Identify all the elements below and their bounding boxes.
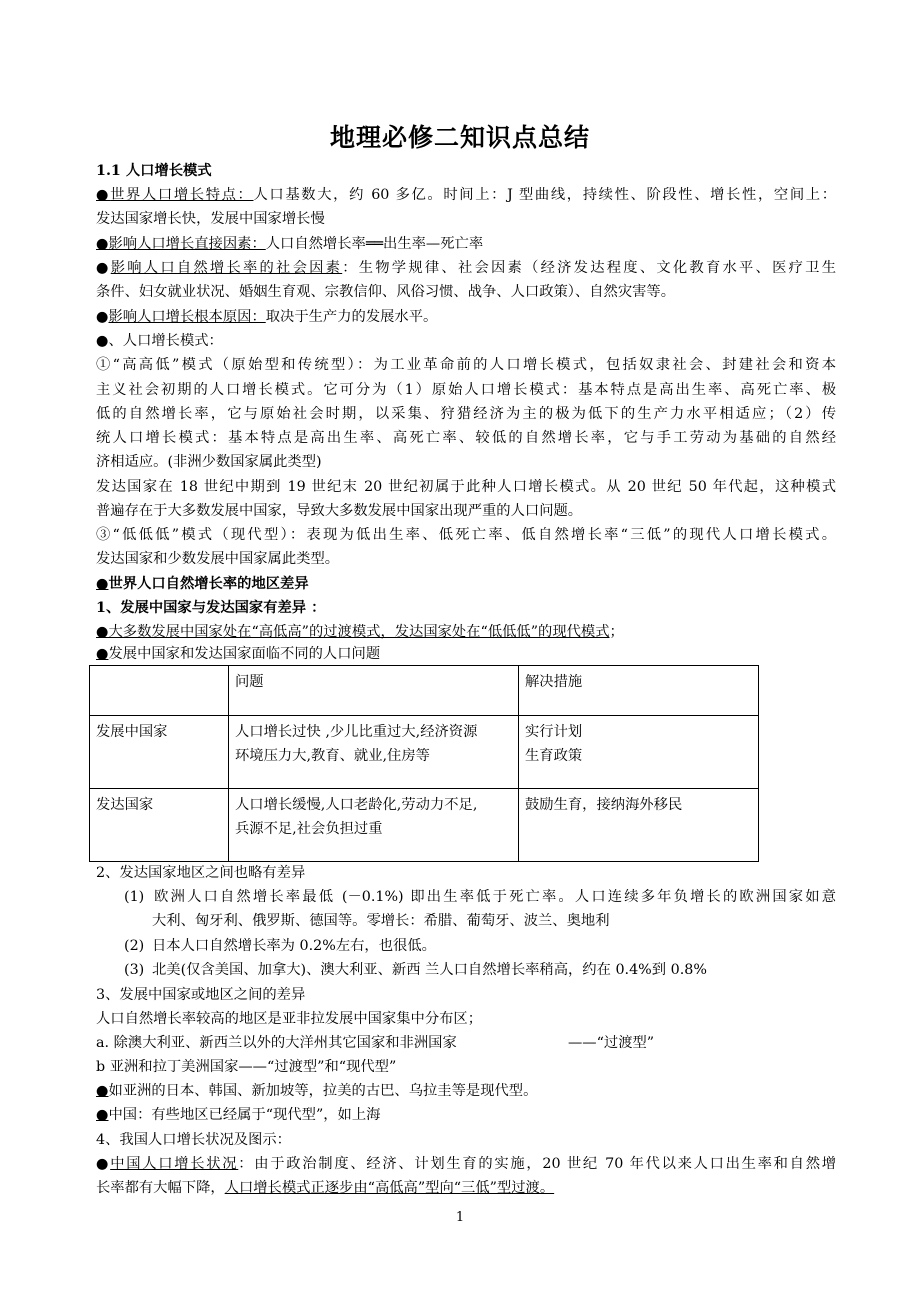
paragraph-text: 中国：有些地区已经属于“现代型”，如上海 [108,1107,381,1123]
table-cell-country-type: 发展中国家 [90,716,229,789]
paragraph-line: 条件、妇女就业状况、婚姻生育观、宗教信仰、风俗习惯、战争、人口政策）、自然灾害等。 [96,284,676,300]
cell-line: 人口增长过快 ,少儿比重过大,经济资源 [235,724,478,740]
bullet: ● [96,309,109,325]
subheading-developing-differences: 3、发展中国家或地区之间的差异 [96,987,306,1003]
subheading-text: 世界人口自然增长率的地区差异 [108,576,309,592]
term-heading: 影响人口增长根本原因： [108,309,266,325]
paragraph-line: 发达国家增长快，发展中国家增长慢 [96,211,325,227]
bullet: ● [96,1156,111,1172]
list-item [124,935,836,957]
subheading-developing-vs-developed: 1、发展中国家与发达国家有差异 ： [96,600,326,616]
table-header-cell: 解决措施 [519,666,759,716]
paragraph-text: 发展中国家和发达国家面临不同的人口问题 [108,646,381,662]
paragraph-line: 统人口增长模式：基本特点是高出生率、高死亡率、较低的自然增长率，它与手工劳动为基础的自然经 [96,430,836,446]
list-number: (3) [124,962,145,978]
paragraph-line [96,1032,836,1054]
section-heading: 1.1 人口增长模式 [96,163,212,179]
paragraph-tail: ——“过渡型” [568,1035,655,1051]
paragraph-line: 人口自然增长率较高的地区是亚非拉发展中国家集中分布区； [96,1011,483,1027]
list-item [124,959,836,981]
table-row [90,789,759,862]
bullet: ● [96,187,111,203]
term-heading: 世界人口增长特点： [110,187,254,203]
paragraph-text: 取决于生产力的发展水平。 [265,309,438,325]
list-item-continuation: 大利、匈牙利、俄罗斯、德国等。零增长：希腊、葡萄牙、波兰、奥地利 [152,913,610,929]
bullet: ● [96,1083,109,1099]
subheading-developed-differences: 2、发达国家地区之间也略有差异 [96,865,306,881]
bullet: ● [96,624,109,640]
term-heading: 中国人口增长状况 [110,1156,239,1172]
bullet: ● [96,576,109,592]
paragraph-population-features [96,184,836,206]
paragraph-text: 长率都有大幅下降， [96,1180,225,1196]
paragraph-social-factors [96,257,836,279]
list-item [124,886,836,908]
paragraph-transition-modes [96,621,836,643]
list-number: (1) [124,889,145,905]
list-number: (2) [124,938,145,954]
paragraph-line: 济相适应。(非洲少数国家属此类型) [96,454,322,470]
paragraph-text: ：由于政治制度、经济、计划生育的实施，20 世纪 70 年代以来人口出生率和自然增 [238,1156,836,1172]
bullet: ● [96,1107,109,1123]
table-header-row [90,666,759,716]
paragraph-direct-factors [96,233,836,255]
paragraph-line: 低的自然增长率，它与原始社会时期，以采集、狩猎经济为主的极为低下的生产力水平相适应；（2）传 [96,406,836,422]
bullet: ● [96,260,111,276]
cell-line: 实行计划 [525,724,583,740]
paragraph-population-problems [96,643,836,665]
paragraph-china-regions [96,1104,836,1126]
paragraph-text: ：生物学规律、社会因素（经济发达程度、文化教育水平、医疗卫生 [342,260,836,276]
paragraph-line: 发达国家和少数发展中国家属此类型。 [96,551,340,567]
table-cell-measure [519,716,759,789]
bullet: ● [96,236,109,252]
term-heading: 影响人口自然增长率的社会因素 [110,260,343,276]
paragraph-text: 大多数发展中国家处在“高低高”的过渡模式，发达国家处在“低低低”的现代模式 [108,624,610,640]
subheading-regional-differences [96,573,836,595]
table-row [90,716,759,789]
paragraph-root-cause [96,306,836,328]
paragraph-text: 如亚洲的日本、韩国、新加坡等，拉美的古巴、乌拉圭等是现代型。 [108,1083,538,1099]
cell-line: 生育政策 [525,748,583,764]
paragraph-tail: ； [609,624,624,640]
cell-line: 人口增长缓慢,人口老龄化,劳动力不足, [235,797,478,813]
table-header-cell [90,666,229,716]
paragraph-modern-examples [96,1080,836,1102]
cell-line: 环境压力大,教育、就业,住房等 [235,748,430,764]
paragraph-text-underlined: 人口增长模式正逐步由“高低高”型向“三低”型过渡。 [224,1180,555,1196]
cell-line: 兵源不足,社会负担过重 [235,821,383,837]
table-cell-problem [229,789,519,862]
paragraph-line: 普遍存在于大多数发展中国家，导致大多数发展中国家出现严重的人口问题。 [96,503,583,519]
list-text: 日本人口自然增长率为 0.2%左右，也很低。 [152,938,436,954]
paragraph-line: 主义社会初期的人口增长模式。它可分为（1）原始人口增长模式：基本特点是高出生率、高死亡率、极 [96,382,836,398]
table-header-cell: 问题 [229,666,519,716]
term-heading: 影响人口增长直接因素： [108,236,266,252]
paragraph-text: 人口基数大，约 60 多亿。时间上：J 型曲线，持续性、阶段性、增长性，空间上： [253,187,836,203]
bullet: ● [96,646,109,662]
page-title: 地理必修二知识点总结 [329,123,590,152]
table-cell-problem [229,716,519,789]
table-cell-country-type: 发达国家 [90,789,229,862]
paragraph-china-status [96,1153,836,1175]
paragraph-line: ③“低低低”模式（现代型）：表现为低出生率、低死亡率、低自然增长率“三低”的现代人口增长模式。 [96,527,836,543]
subheading-china-growth: 4、我国人口增长状况及图示： [96,1132,291,1148]
paragraph-line: 发达国家在 18 世纪中期到 19 世纪末 20 世纪初属于此种人口增长模式。从 20 世纪 50 年代起，这种模式 [96,479,836,495]
paragraph-line: b 亚洲和拉丁美洲国家——“过渡型”和“现代型” [96,1059,397,1075]
population-problems-table [89,665,759,862]
paragraph-line: ①“高高低”模式（原始型和传统型）：为工业革命前的人口增长模式，包括奴隶社会、封建社会和资本 [96,357,836,373]
paragraph-text: a. 除澳大利亚、新西兰以外的大洋州其它国家和非洲国家 [96,1035,457,1051]
list-text: 北美(仅含美国、加拿大)、澳大利亚、新西 兰人口自然增长率稍高，约在 0.4%到 0.8% [152,962,707,978]
page-number: 1 [455,1210,465,1225]
table-cell-measure [519,789,759,862]
list-text: 欧洲人口自然增长率最低 (－0.1%) 即出生率低于死亡率。人口连续多年负增长的欧洲国家如意 [152,889,836,905]
paragraph-growth-modes: ●、人口增长模式： [96,333,223,349]
paragraph-text: 人口自然增长率══出生率—死亡率 [265,236,484,252]
cell-line: 鼓励生育，接纳海外移民 [525,797,683,813]
paragraph-line [96,1177,836,1199]
